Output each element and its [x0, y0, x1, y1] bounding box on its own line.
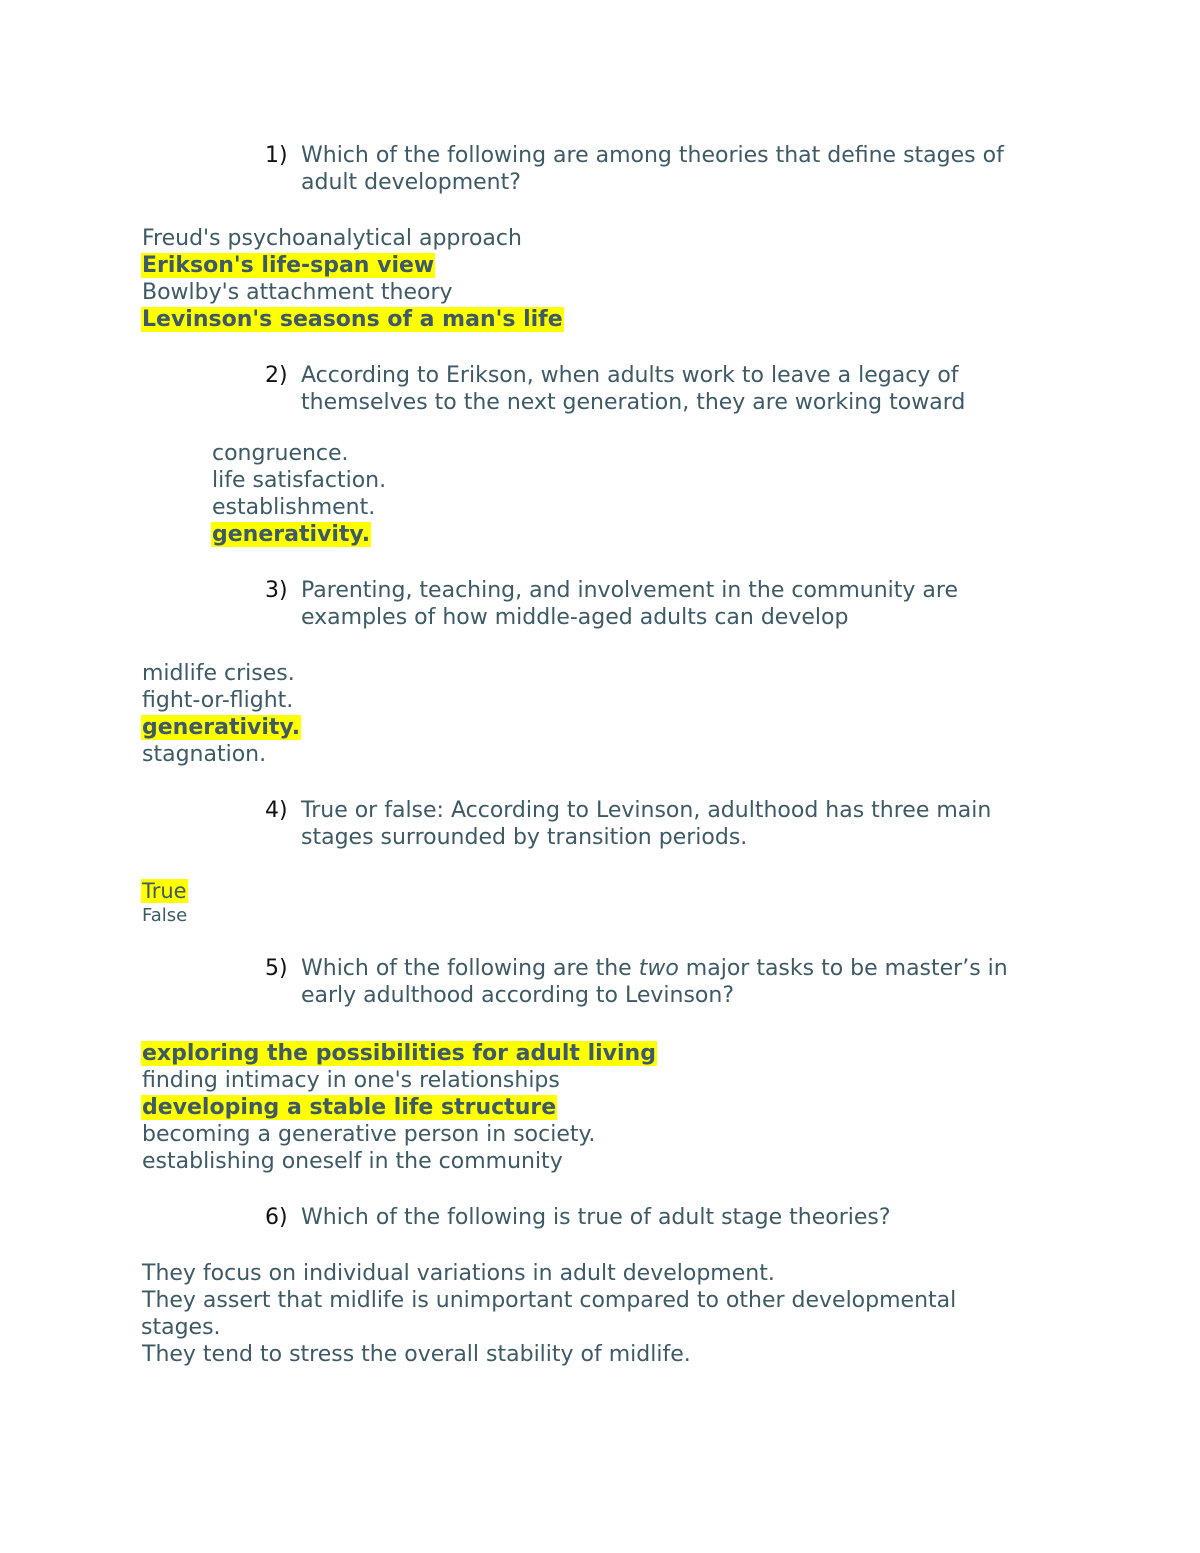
- answer-option: They tend to stress the overall stability of midlife.: [142, 1342, 691, 1367]
- question-2: [265, 362, 1065, 416]
- question-text: True or false: According to Levinson, adulthood has three main stages surrounded by transition periods.: [301, 798, 992, 850]
- answer-option-correct: developing a stable life structure: [142, 1095, 557, 1120]
- answer-option: Freud's psychoanalytical approach: [142, 226, 522, 251]
- question-text: Which of the following is true of adult stage theories?: [301, 1205, 891, 1230]
- answer-list-5: [141, 1040, 657, 1175]
- question-number: 1): [265, 143, 288, 168]
- answer-list-4: [141, 879, 188, 928]
- question-5: [265, 955, 1065, 1009]
- answer-option: fight-or-flight.: [142, 688, 294, 713]
- answer-list-3: [141, 660, 301, 768]
- answer-option-correct: generativity.: [212, 522, 371, 547]
- answer-list-1: [141, 225, 564, 333]
- answer-option: Bowlby's attachment theory: [142, 280, 453, 305]
- question-1: [265, 142, 1065, 196]
- question-number: 4): [265, 798, 288, 823]
- answer-option: becoming a generative person in society.: [142, 1122, 596, 1147]
- question-text: Which of the following are among theories that define stages of adult development?: [301, 143, 1004, 195]
- answer-option-correct: Levinson's seasons of a man's life: [142, 307, 563, 332]
- answer-option: life satisfaction.: [212, 468, 387, 493]
- answer-list-6: [141, 1260, 1041, 1368]
- answer-option: stagnation.: [142, 742, 267, 767]
- answer-option: They assert that midlife is unimportant compared to other developmental stages.: [141, 1288, 957, 1340]
- answer-option: congruence.: [212, 441, 349, 466]
- answer-option: False: [142, 905, 188, 926]
- question-number: 6): [265, 1205, 288, 1230]
- answer-option-correct: generativity.: [142, 715, 301, 740]
- answer-option-correct: True: [142, 879, 187, 903]
- question-4: [265, 797, 1065, 851]
- question-text: According to Erikson, when adults work to leave a legacy of themselves to the next generation, they are working toward: [301, 363, 966, 415]
- answer-option-correct: exploring the possibilities for adult living: [142, 1041, 656, 1066]
- question-3: [265, 577, 1065, 631]
- answer-option: establishment.: [212, 495, 376, 520]
- question-text: Parenting, teaching, and involvement in the community are examples of how middle-aged adults can develop: [301, 578, 959, 630]
- question-text: Which of the following are the two major tasks to be master’s in early adulthood according to Levinson?: [301, 956, 1008, 1008]
- answer-option: finding intimacy in one's relationships: [142, 1068, 560, 1093]
- question-number: 2): [265, 363, 288, 388]
- question-number: 5): [265, 956, 288, 981]
- answer-option-correct: Erikson's life-span view: [142, 253, 435, 278]
- question-number: 3): [265, 578, 288, 603]
- answer-option: They focus on individual variations in adult development.: [142, 1261, 775, 1286]
- answer-option: midlife crises.: [142, 661, 295, 686]
- answer-option: establishing oneself in the community: [142, 1149, 563, 1174]
- emphasis-text: two: [638, 956, 679, 981]
- question-6: [265, 1204, 1065, 1231]
- answer-list-2: [211, 440, 387, 548]
